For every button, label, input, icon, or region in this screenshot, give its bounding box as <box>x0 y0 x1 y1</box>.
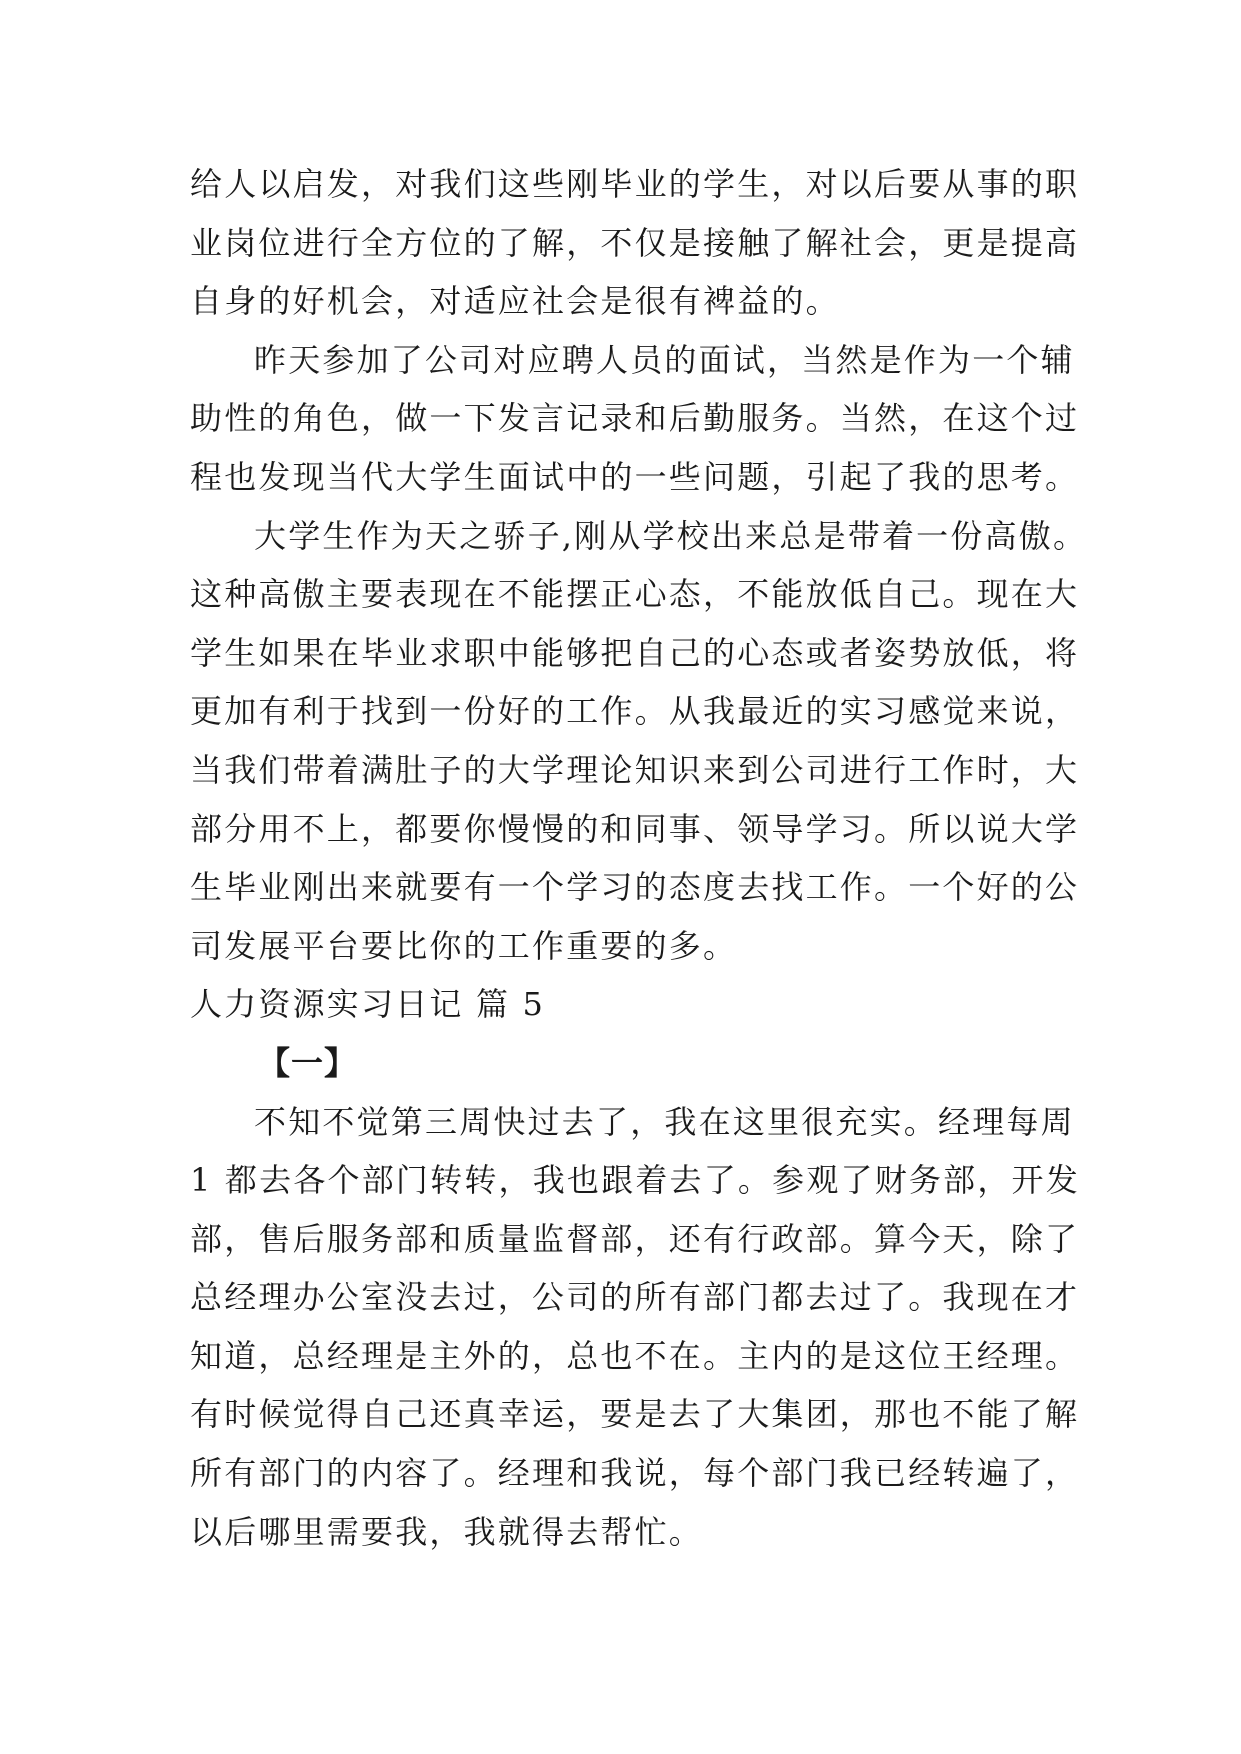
paragraph-line: 自身的好机会，对适应社会是很有裨益的。 <box>190 282 840 321</box>
paragraph-line: 更加有利于找到一份好的工作。从我最近的实习感觉来说， <box>190 692 1080 731</box>
paragraph-line: 大学生作为天之骄子,刚从学校出来总是带着一份高傲。 <box>254 516 1088 555</box>
paragraph-line: 有时候觉得自己还真幸运，要是去了大集团，那也不能了解 <box>190 1395 1080 1434</box>
section-heading: 人力资源实习日记 篇 5 <box>190 985 546 1024</box>
paragraph-line: 学生如果在毕业求职中能够把自己的心态或者姿势放低，将 <box>190 633 1080 672</box>
paragraph-line: 1 都去各个部门转转，我也跟着去了。参观了财务部，开发 <box>190 1161 1080 1200</box>
paragraph-line: 当我们带着满肚子的大学理论知识来到公司进行工作时，大 <box>190 750 1080 789</box>
paragraph-line: 不知不觉第三周快过去了，我在这里很充实。经理每周 <box>254 1102 1075 1141</box>
paragraph-line: 所有部门的内容了。经理和我说，每个部门我已经转遍了， <box>190 1454 1080 1493</box>
paragraph-line: 业岗位进行全方位的了解，不仅是接触了解社会，更是提高 <box>190 223 1080 262</box>
paragraph-line: 昨天参加了公司对应聘人员的面试，当然是作为一个辅 <box>254 340 1075 379</box>
document-body <box>190 155 1088 1561</box>
paragraph-line: 程也发现当代大学生面试中的一些问题，引起了我的思考。 <box>190 457 1080 496</box>
paragraph-line: 助性的角色，做一下发言记录和后勤服务。当然，在这个过 <box>190 399 1080 438</box>
paragraph-line: 生毕业刚出来就要有一个学习的态度去找工作。一个好的公 <box>190 868 1080 907</box>
paragraph-line: 部分用不上，都要你慢慢的和同事、领导学习。所以说大学 <box>190 809 1080 848</box>
paragraph-line: 以后哪里需要我，我就得去帮忙。 <box>190 1512 704 1551</box>
paragraph-line: 总经理办公室没去过，公司的所有部门都去过了。我现在才 <box>190 1278 1080 1317</box>
paragraph-line: 给人以启发，对我们这些刚毕业的学生，对以后要从事的职 <box>190 165 1080 203</box>
paragraph-line: 部，售后服务部和质量监督部，还有行政部。算今天，除了 <box>190 1219 1080 1258</box>
paragraph-line: 司发展平台要比你的工作重要的多。 <box>190 926 738 965</box>
paragraph-line: 这种高傲主要表现在不能摆正心态，不能放低自己。现在大 <box>190 575 1080 614</box>
paragraph-line: 知道，总经理是主外的，总也不在。主内的是这位王经理。 <box>190 1336 1080 1375</box>
section-subheading: 【一】 <box>258 1043 358 1082</box>
